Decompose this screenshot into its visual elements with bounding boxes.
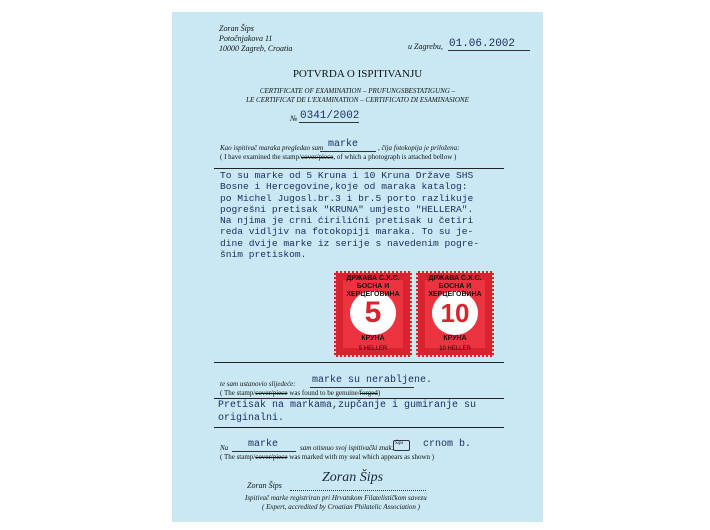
certificate-subtitle-1: CERTIFICATE OF EXAMINATION – PRUFUNGSBESTATIGUNG –: [259, 87, 456, 95]
description-line: šnim pretiskom.: [220, 249, 307, 261]
stamp-overprint-line: ХЕРЦЕГОВИНА: [346, 291, 400, 298]
finding-note: [218, 399, 476, 425]
stamp-overprint-line: КРУНА: [443, 335, 467, 342]
number-label: №: [290, 114, 298, 123]
description-line: pogrešni pretisak "KRUNA" umjesto "HELLERA".: [220, 203, 474, 215]
handwritten-signature: Zoran Šips: [322, 470, 384, 485]
note-line: originalni.: [218, 413, 285, 424]
stamp-overprint-line: БОСНА И: [438, 283, 472, 290]
marking-text: sam otisnuo svoj ispitivački znak:: [300, 444, 395, 452]
note-line: Pretisak na markama,zupčanje i gumiranje su: [218, 400, 477, 411]
box-bottom-rule: [214, 362, 504, 363]
stamp-image-5: [334, 271, 412, 357]
stamp-overprint-line: ХЕРЦЕГОВИНА: [428, 291, 482, 298]
description-line: po Michel Jugosl.br.3 i br.5 porto razlikuje: [220, 192, 474, 204]
accreditation-line-2: ( Expert, accredited by Croatian Philatelic Association ): [262, 503, 420, 511]
certificate-number: 0341/2002: [300, 110, 360, 122]
issuer-city: 10000 Zagreb, Croatia: [219, 44, 293, 53]
examined-label: Kao ispitivač maraka pregledao sam: [220, 144, 324, 152]
finding-label: te sam ustanovio slijedeće:: [220, 380, 296, 388]
description-text: [220, 170, 479, 260]
description-line: Bosne i Hercegovine,koje od maraka katalog:: [220, 181, 468, 193]
marking-label: Na: [220, 444, 229, 452]
signature-line: [290, 490, 426, 491]
issuer-name: Zoran Šips: [219, 24, 254, 33]
issue-date: 01.06.2002: [449, 38, 516, 50]
description-line: To su marke od 5 Kruna i 10 Kruna Države SHS: [220, 170, 474, 181]
stamp-overprint-line: КРУНА: [361, 335, 385, 342]
seal-text: Šips: [395, 441, 404, 446]
marking-value: marke: [248, 439, 279, 450]
description-line: reda vidljiv na fotokopiji maraka. To su je-: [220, 226, 474, 238]
finding-value: marke su nerabljene.: [312, 375, 433, 386]
examined-label-end: , čija fotokopija je priložena:: [378, 144, 460, 152]
description-line: Na njima je crni ćirilićni pretisak u četiri: [220, 215, 474, 227]
note-bottom-rule: [214, 427, 504, 428]
description-line: dine dvije marke iz serije s navedenim pogre-: [220, 237, 480, 249]
ink-color: crnom b.: [423, 439, 472, 450]
stamp-value: 10: [440, 298, 470, 328]
stamp-overprint-line: ДРЖАВА С.Х.С.: [428, 275, 482, 282]
stamp-image-10: [416, 271, 494, 357]
stamp-overprint-line: БОСНА И: [356, 283, 390, 290]
issuer-street: Potočnjakova 11: [219, 34, 273, 43]
stamp-overprint-line: ДРЖАВА С.Х.С.: [346, 275, 400, 282]
stamp-denomination: 5 HELLER: [358, 346, 388, 352]
certificate-title: POTVRDA O ISPITIVANJU: [292, 68, 423, 80]
marking-underline: [232, 451, 296, 452]
certificate-subtitle-2: LE CERTIFICAT DE L'EXAMINATION – CERTIFICATO DI ESAMINASIONE: [246, 96, 469, 104]
examined-underline: [320, 151, 376, 152]
stamp-value: 5: [364, 296, 382, 329]
box-top-rule: [214, 168, 504, 169]
examined-item: marke: [328, 139, 359, 150]
marking-english: ( The stamp/cover/piece was marked with my seal which appears as shown ): [220, 453, 435, 461]
finding-english: ( The stamp/cover/piece was found to be genuine/forged): [220, 389, 381, 397]
finding-underline: [310, 387, 414, 388]
signer-name: Zoran Šips: [247, 481, 282, 490]
stamp-denomination: 10 HELLER: [439, 346, 471, 352]
number-underline: [299, 122, 359, 123]
place-label: u Zagrebu,: [408, 42, 443, 51]
examined-english: ( I have examined the stamp/cover/piece, of which a photograph is attached bellow ): [220, 153, 457, 161]
accreditation-line-1: Ispitivač marke registriran pri Hrvatskom Filatelističkom savezu: [245, 494, 427, 502]
date-underline: [448, 50, 530, 51]
